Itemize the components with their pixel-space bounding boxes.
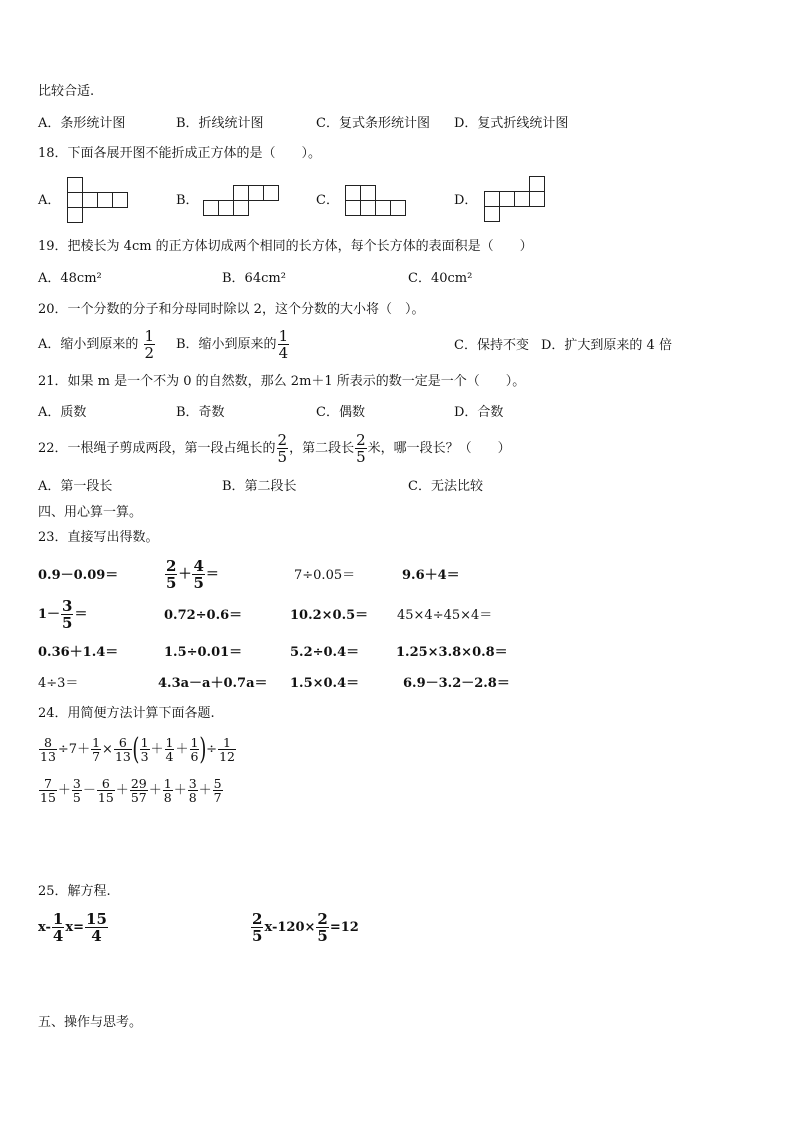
q18-label-d: D．: [454, 193, 478, 208]
q22-option-b: B．第二段长: [222, 479, 297, 494]
fraction-denominator: 4: [165, 749, 174, 764]
fraction-denominator: 15: [40, 790, 56, 805]
q20-option-a: [38, 328, 156, 362]
q21-option-b: B．奇数: [176, 405, 225, 420]
q23-r2-c4: 45×4÷45×4＝: [397, 608, 493, 623]
fraction-denominator: 13: [40, 749, 56, 764]
fraction-numerator: 2: [277, 431, 288, 449]
q23-r4-c2: 4.3a－a＋0.7a＝: [158, 676, 268, 691]
fraction: [97, 777, 115, 804]
section-4-heading: 四、用心算一算。: [38, 505, 143, 520]
expression-part: x-120×: [264, 920, 316, 935]
fraction: [39, 736, 57, 763]
fraction-denominator: 8: [163, 790, 172, 805]
fraction-denominator: 6: [190, 749, 199, 764]
q17-tail: 比较合适.: [38, 84, 95, 99]
q23-r3-c2: 1.5÷0.01＝: [164, 645, 243, 660]
q20-stem: 20．一个分数的分子和分母同时除以 2，这个分数的大小将（ ）。: [38, 302, 425, 317]
operator: ＋: [178, 567, 192, 582]
fraction-numerator: 5: [213, 776, 222, 791]
fraction: [39, 777, 57, 804]
fraction-denominator: 13: [114, 749, 131, 764]
expression-part: =12: [329, 920, 359, 935]
operator: －: [82, 783, 96, 798]
q18-label-b: B．: [176, 193, 199, 208]
fraction-numerator: 15: [86, 910, 107, 928]
cube-net-a: [67, 177, 133, 225]
q23-r4-c4: 6.9－3.2－2.8＝: [403, 676, 510, 691]
q23-r4-c1: 4÷3＝: [38, 676, 79, 691]
fraction-denominator: 5: [166, 574, 177, 592]
fraction-numerator: 1: [144, 327, 155, 345]
q23-r2-c3: 10.2×0.5＝: [290, 608, 369, 623]
fraction-numerator: 3: [188, 776, 197, 791]
cube-net-c: [345, 184, 411, 218]
operator: ＋: [173, 783, 187, 798]
q20-option-d: D．扩大到原来的 4 倍: [541, 338, 672, 353]
q22-option-a: A．第一段长: [38, 479, 113, 494]
q21-option-a: A．质数: [38, 405, 87, 420]
q23-r3-c3: 5.2÷0.4＝: [290, 645, 360, 660]
q18-label-a: A．: [38, 193, 61, 208]
operator: ＋: [115, 783, 129, 798]
operator: ×: [102, 742, 113, 757]
fraction-numerator: 3: [72, 776, 81, 791]
operator: ÷: [206, 742, 218, 757]
q22-stem-part-c: 米，哪一段长？（ ）: [367, 441, 511, 456]
fraction-denominator: 5: [356, 448, 366, 466]
q17-option-b: B．折线统计图: [176, 116, 264, 131]
operator: ＋: [150, 742, 164, 757]
fraction: [85, 911, 108, 944]
operator: ＋: [57, 783, 71, 798]
operator: ＋: [148, 783, 162, 798]
cube-net-d: [484, 175, 554, 225]
fraction: [192, 558, 204, 591]
fraction: [130, 777, 148, 804]
operator: ＋: [198, 783, 212, 798]
q22-stem: [38, 432, 511, 466]
right-paren: ): [199, 731, 207, 767]
q17-option-c: C．复式条形统计图: [316, 116, 430, 131]
operator: ÷7＋: [57, 742, 91, 757]
q20-option-c: C．保持不变: [454, 338, 529, 353]
q23-r2-c2: 0.72÷0.6＝: [164, 608, 243, 623]
fraction: [316, 911, 328, 944]
equals: ＝: [205, 567, 219, 582]
fraction-numerator: 2: [166, 557, 177, 575]
q24-expression-2: [38, 775, 224, 807]
fraction: [114, 736, 132, 763]
fraction-denominator: 12: [219, 749, 235, 764]
q21-option-c: C．偶数: [316, 405, 365, 420]
fraction: [218, 736, 236, 763]
fraction-denominator: 15: [97, 790, 114, 805]
fraction-numerator: 2: [252, 910, 263, 928]
q20-option-b-fraction: [278, 328, 290, 361]
q20-option-a-fraction: [144, 328, 156, 361]
q23-r2-c1: [38, 598, 88, 632]
fraction: [213, 777, 223, 804]
fraction-numerator: 6: [114, 736, 132, 750]
fraction-numerator: 1: [140, 735, 149, 750]
q19-option-b: B．64cm²: [222, 271, 286, 286]
fraction-denominator: 5: [62, 614, 73, 632]
q20-option-b-text: B．缩小到原来的: [176, 337, 277, 352]
fraction-numerator: 2: [356, 431, 366, 449]
fraction-denominator: 4: [278, 344, 289, 362]
fraction-numerator: 29: [130, 776, 147, 791]
fraction: [251, 911, 263, 944]
fraction-numerator: 1: [52, 910, 64, 928]
fraction-denominator: 5: [72, 790, 81, 805]
left-paren: (: [132, 731, 140, 767]
q25-equation-1: [38, 910, 109, 946]
q17-option-d: D．复式折线统计图: [454, 116, 569, 131]
fraction-denominator: 5: [277, 448, 288, 466]
q19-option-a: A．48cm²: [38, 271, 102, 286]
fraction-denominator: 3: [140, 749, 149, 764]
fraction-denominator: 7: [92, 749, 101, 764]
fraction-denominator: 57: [130, 790, 147, 805]
section-5-heading: 五、操作与思考。: [38, 1015, 143, 1030]
q24-expression-1: [38, 731, 237, 767]
fraction: [163, 777, 173, 804]
fraction-numerator: 1: [165, 735, 174, 750]
q20-option-a-text: A．缩小到原来的: [38, 337, 139, 352]
fraction-denominator: 4: [91, 927, 102, 945]
q19-stem: 19．把棱长为 4cm 的正方体切成两个相同的长方体，每个长方体的表面积是（ ）: [38, 239, 533, 254]
fraction-denominator: 4: [52, 927, 64, 945]
operator: ＋: [175, 742, 189, 757]
q22-stem-part-b: ，第二段长: [289, 441, 355, 456]
fraction-numerator: 2: [317, 910, 328, 928]
q18-label-c: C．: [316, 193, 339, 208]
q23-r1-c2: [164, 558, 219, 592]
fraction-denominator: 5: [317, 927, 328, 945]
q19-option-c: C．40cm²: [408, 271, 473, 286]
q23-r1-c4: 9.6＋4＝: [402, 568, 460, 583]
fraction: [52, 911, 64, 944]
q17-option-a: A．条形统计图: [38, 116, 126, 131]
fraction-denominator: 2: [144, 344, 155, 362]
q23-stem: 23．直接写出得数。: [38, 530, 159, 545]
fraction: [72, 777, 82, 804]
q18-stem: 18．下面各展开图不能折成正方体的是（ ）。: [38, 146, 322, 161]
fraction-numerator: 1: [190, 735, 199, 750]
q22-fraction-1: [277, 432, 289, 465]
fraction-denominator: 7: [213, 790, 222, 805]
q23-r4-c3: 1.5×0.4＝: [290, 676, 360, 691]
fraction: [188, 777, 198, 804]
q23-r3-c4: 1.25×3.8×0.8＝: [396, 645, 508, 660]
fraction: [91, 736, 101, 763]
q23-r1-c3: 7÷0.05＝: [294, 568, 356, 583]
fraction: [165, 736, 175, 763]
expression-part: x-: [38, 920, 51, 935]
q21-option-d: D．合数: [454, 405, 504, 420]
fraction: [140, 736, 150, 763]
cube-net-b: [203, 184, 283, 218]
fraction: [165, 558, 177, 591]
expression-part: x=: [65, 920, 85, 935]
fraction-numerator: 7: [39, 777, 57, 791]
q22-option-c: C．无法比较: [408, 479, 483, 494]
q25-stem: 25．解方程.: [38, 884, 111, 899]
q23-r1-c1: 0.9－0.09＝: [38, 568, 119, 583]
fraction-numerator: 6: [97, 777, 115, 791]
expression-part: 1－: [38, 607, 61, 622]
fraction-denominator: 8: [188, 790, 197, 805]
fraction: [190, 736, 200, 763]
equals: ＝: [74, 607, 88, 622]
q24-stem: 24．用简便方法计算下面各题.: [38, 706, 215, 721]
fraction-numerator: 1: [218, 736, 236, 750]
fraction-denominator: 5: [193, 574, 204, 592]
fraction: [61, 598, 73, 631]
q23-r3-c1: 0.36＋1.4＝: [38, 645, 119, 660]
fraction-numerator: 8: [39, 736, 57, 750]
fraction-numerator: 3: [62, 597, 73, 615]
fraction-numerator: 1: [163, 776, 172, 791]
q22-fraction-2: [355, 432, 367, 465]
fraction-numerator: 1: [92, 735, 101, 750]
q25-equation-2: [250, 910, 359, 946]
q20-option-b: [176, 328, 290, 362]
fraction-numerator: 4: [193, 557, 204, 575]
fraction-denominator: 5: [252, 927, 263, 945]
fraction-numerator: 1: [278, 327, 289, 345]
q22-stem-part-a: 22．一根绳子剪成两段，第一段占绳长的: [38, 441, 276, 456]
q21-stem: 21．如果 m 是一个不为 0 的自然数，那么 2m＋1 所表示的数一定是一个（ ）。: [38, 374, 526, 389]
